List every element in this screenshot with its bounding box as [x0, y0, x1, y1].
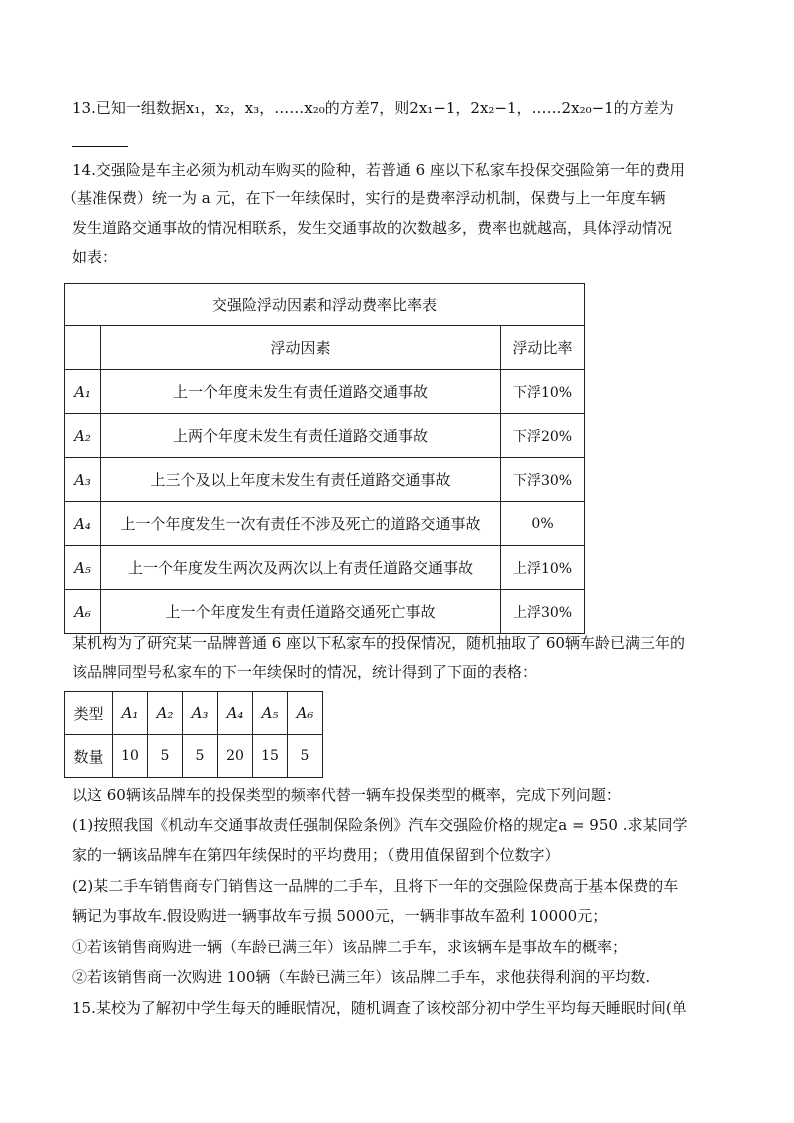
- question-14-after-line-1: 以这 60辆该品牌车的投保类型的频率代替一辆车投保类型的概率，完成下列问题：: [72, 786, 621, 804]
- type-cell: A₆: [288, 692, 323, 735]
- row-ratio: 上浮30%: [501, 590, 585, 634]
- question-14-mid-line-1: 某机构为了研究某一品牌普通 6 座以下私家车的投保情况，随机抽取了 60辆车龄已满三年的: [72, 634, 685, 652]
- row-ratio: 上浮10%: [501, 546, 585, 590]
- table-title: 交强险浮动因素和浮动费率比率表: [65, 284, 585, 326]
- count-cell: 10: [113, 735, 148, 778]
- table-row: [65, 458, 585, 502]
- row-code: A₄: [65, 502, 101, 546]
- question-15: 15.某校为了解初中学生每天的睡眠情况，随机调查了该校部分初中学生平均每天睡眠时间(单: [72, 999, 687, 1017]
- row-label-count: 数量: [65, 735, 113, 778]
- question-14-part-1-line-2: 家的一辆该品牌车在第四年续保时的平均费用；（费用值保留到个位数字）: [72, 846, 560, 864]
- row-code: A₃: [65, 458, 101, 502]
- question-14-line-2: （基准保费）统一为 a 元，在下一年续保时，实行的是费率浮动机制，保费与上一年度车辆: [62, 189, 666, 207]
- row-factor: 上一个年度发生两次及两次以上有责任道路交通事故: [101, 546, 501, 590]
- count-cell: 20: [218, 735, 253, 778]
- question-13: 13.已知一组数据x₁，x₂，x₃，……x₂₀的方差7，则2x₁−1，2x₂−1，……2x₂₀−1的方差为: [72, 99, 674, 117]
- count-cell: 15: [253, 735, 288, 778]
- row-ratio: 下浮10%: [501, 370, 585, 414]
- insurance-rate-table: [64, 283, 585, 634]
- question-14-part-2-line-2: 辆记为事故车.假设购进一辆事故车亏损 5000元，一辆非事故车盈利 10000元；: [72, 907, 608, 925]
- row-factor: 上一个年度发生有责任道路交通死亡事故: [101, 590, 501, 634]
- count-cell: 5: [288, 735, 323, 778]
- table-row: [65, 502, 585, 546]
- row-ratio: 下浮30%: [501, 458, 585, 502]
- row-factor: 上三个及以上年度未发生有责任道路交通事故: [101, 458, 501, 502]
- type-cell: A₂: [148, 692, 183, 735]
- answer-blank: [72, 146, 128, 147]
- count-cell: 5: [183, 735, 218, 778]
- sample-count-table: [64, 691, 323, 778]
- question-14-line-1: 14.交强险是车主必须为机动车购买的险种，若普通 6 座以下私家车投保交强险第一年的费用: [72, 161, 685, 179]
- type-cell: A₅: [253, 692, 288, 735]
- row-ratio: 下浮20%: [501, 414, 585, 458]
- type-cell: A₃: [183, 692, 218, 735]
- table-row: [65, 590, 585, 634]
- table-row: [65, 546, 585, 590]
- table-row: [65, 370, 585, 414]
- type-cell: A₁: [113, 692, 148, 735]
- row-factor: 上两个年度未发生有责任道路交通事故: [101, 414, 501, 458]
- type-cell: A₄: [218, 692, 253, 735]
- question-14-part-2-sub-1: ①若该销售商购进一辆（车龄已满三年）该品牌二手车，求该辆车是事故车的概率；: [72, 938, 628, 956]
- question-14-part-2-sub-2: ②若该销售商一次购进 100辆（车龄已满三年）该品牌二手车，求他获得利润的平均数.: [72, 968, 651, 986]
- question-14-line-3: 发生道路交通事故的情况相联系，发生交通事故的次数越多，费率也就越高，具体浮动情况: [72, 219, 673, 237]
- row-code: A₅: [65, 546, 101, 590]
- row-label-type: 类型: [65, 692, 113, 735]
- question-14-part-1-line-1: (1)按照我国《机动车交通事故责任强制保险条例》汽车交强险价格的规定a = 950 .求某同学: [72, 816, 688, 834]
- question-14-line-4: 如表：: [72, 248, 118, 266]
- row-factor: 上一个年度发生一次有责任不涉及死亡的道路交通事故: [101, 502, 501, 546]
- question-14-mid-line-2: 该品牌同型号私家车的下一年续保时的情况，统计得到了下面的表格：: [72, 663, 538, 681]
- question-14-part-2-line-1: (2)某二手车销售商专门销售这一品牌的二手车，且将下一年的交强险保费高于基本保费的车: [72, 877, 679, 895]
- row-factor: 上一个年度未发生有责任道路交通事故: [101, 370, 501, 414]
- row-ratio: 0%: [501, 502, 585, 546]
- table-header-ratio: 浮动比率: [501, 326, 585, 370]
- table-row: [65, 414, 585, 458]
- count-cell: 5: [148, 735, 183, 778]
- row-code: A₆: [65, 590, 101, 634]
- row-code: A₁: [65, 370, 101, 414]
- table-header-factor: 浮动因素: [101, 326, 501, 370]
- row-code: A₂: [65, 414, 101, 458]
- table-header-code: [65, 326, 101, 370]
